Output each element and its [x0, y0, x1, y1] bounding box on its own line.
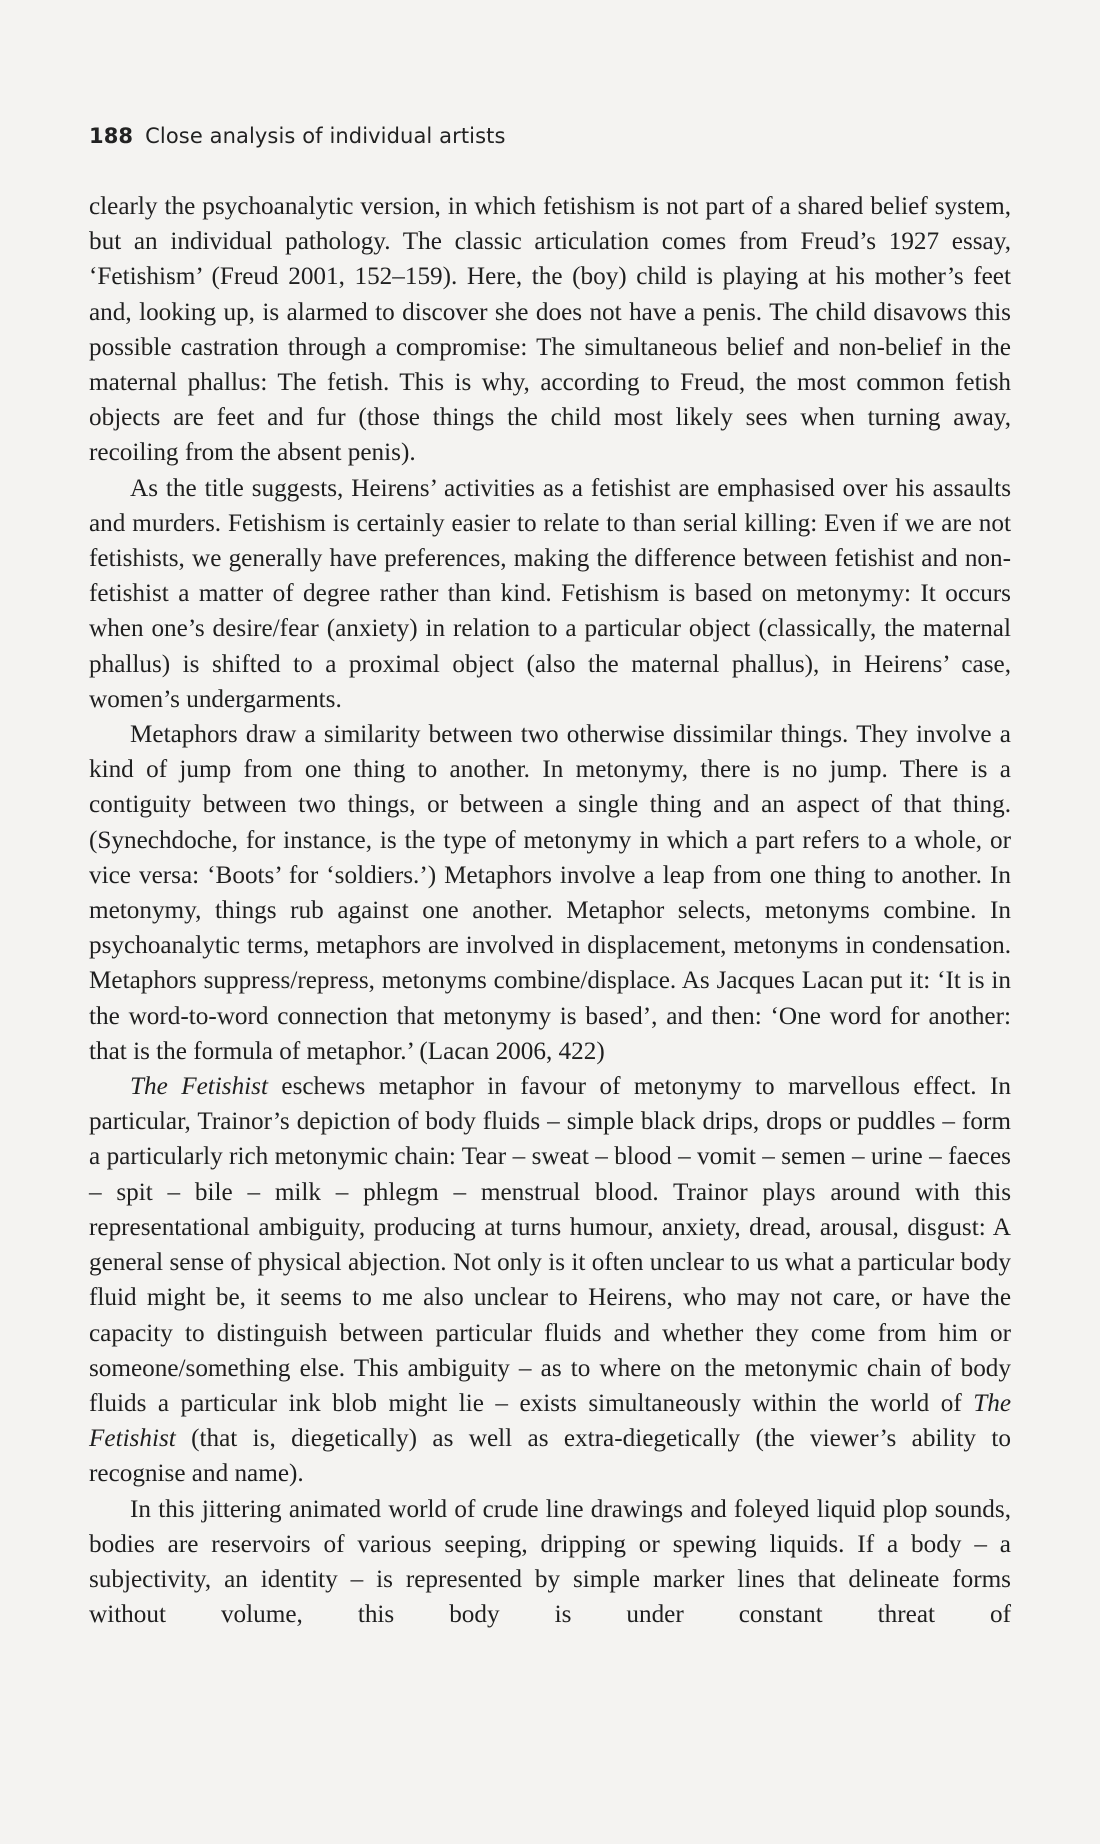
paragraph-text: eschews metaphor in favour of metonymy to marvellous effect. In particular, Trainor’s depiction of body fluids – simple black drips, drops or puddles – form a particularly rich metonymic chain: Tear – sweat – blood – vomit – semen – urine – faeces – spit – bile – milk – phlegm – menstrual blood. Trainor plays around with this representational ambiguity, producing at turns humour, anxiety, dread, arousal, disgust: A general sense of physical abjection. Not only is it often unclear to us what a particular body fluid might be, it seems to me also unclear to Heirens, who may not care, or have the capacity to distinguish between particular fluids and whether they come from him or someone/something else. This ambiguity – as to where on the metonymic chain of body fluids a particular ink blob might lie – exists simultaneously within the world of [89, 1073, 1011, 1417]
paragraph-text: As the title suggests, Heirens’ activities as a fetishist are emphasised over his assaults and murders. Fetishism is certainly easier to relate to than serial killing: Even if we are not fetishists, we generally have preferences, making the difference between fetishist and non-fetishist a matter of degree rather than kind. Fetishism is based on metonymy: It occurs when one’s desire/fear (anxiety) in relation to a particular object (classically, the maternal phallus) is shifted to a proximal object (also the maternal phallus), in Heirens’ case, women’s undergarments. [89, 474, 1011, 713]
paragraph-text: Metaphors draw a similarity between two otherwise dissimilar things. They involve a kind of jump from one thing to another. In metonymy, there is no jump. There is a contiguity between two things, or between a single thing and an aspect of that thing. (Synechdoche, for instance, is the type of metonymy in which a part refers to a whole, or vice versa: ‘Boots’ for ‘soldiers.’) Metaphors involve a leap from one thing to another. In metonymy, things rub against one another. Metaphor selects, metonyms combine. In psychoanalytic terms, metaphors are involved in displacement, metonyms in condensation. Metaphors suppress/repress, metonyms combine/displace. As Jacques Lacan put it: ‘It is in the word-to-word connection that metonymy is based’, and then: ‘One word for another: that is the formula of metaphor.’ (Lacan 2006, 422) [89, 721, 1011, 1065]
body-text [89, 189, 1011, 1632]
paragraph-text: In this jittering animated world of crude line drawings and foleyed liquid plop sounds, bodies are reservoirs of various seeping, dripping or spewing liquids. If a body – a subjectivity, an identity – is represented by simple marker lines that delineate forms without volume, this body is under constant threat of [89, 1495, 1011, 1629]
italic-title: The Fetishist [130, 1073, 268, 1101]
paragraph-2 [89, 471, 1011, 717]
running-title: Close analysis of individual artists [145, 124, 506, 148]
paragraph-text: (that is, diegetically) as well as extra-diegetically (the viewer’s ability to recognise and name). [89, 1425, 1011, 1488]
page-number: 188 [89, 124, 134, 148]
running-head [89, 124, 506, 148]
paragraph-1 [89, 189, 1011, 471]
paragraph-5 [89, 1492, 1011, 1633]
paragraph-3 [89, 717, 1011, 1069]
italic-title: The Fetishist [89, 1389, 1011, 1453]
paragraph-text: clearly the psychoanalytic version, in which fetishism is not part of a shared belief system, but an individual pathology. The classic articulation comes from Freud’s 1927 essay, ‘Fetishism’ (Freud 2001, 152–159). Here, the (boy) child is playing at his mother’s feet and, looking up, is alarmed to discover she does not have a penis. The child disavows this possible castration through a compromise: The simultaneous belief and non-belief in the maternal phallus: The fetish. This is why, according to Freud, the most common fetish objects are feet and fur (those things the child most likely sees when turning away, recoiling from the absent penis). [89, 193, 1011, 467]
paragraph-4 [89, 1069, 1011, 1491]
